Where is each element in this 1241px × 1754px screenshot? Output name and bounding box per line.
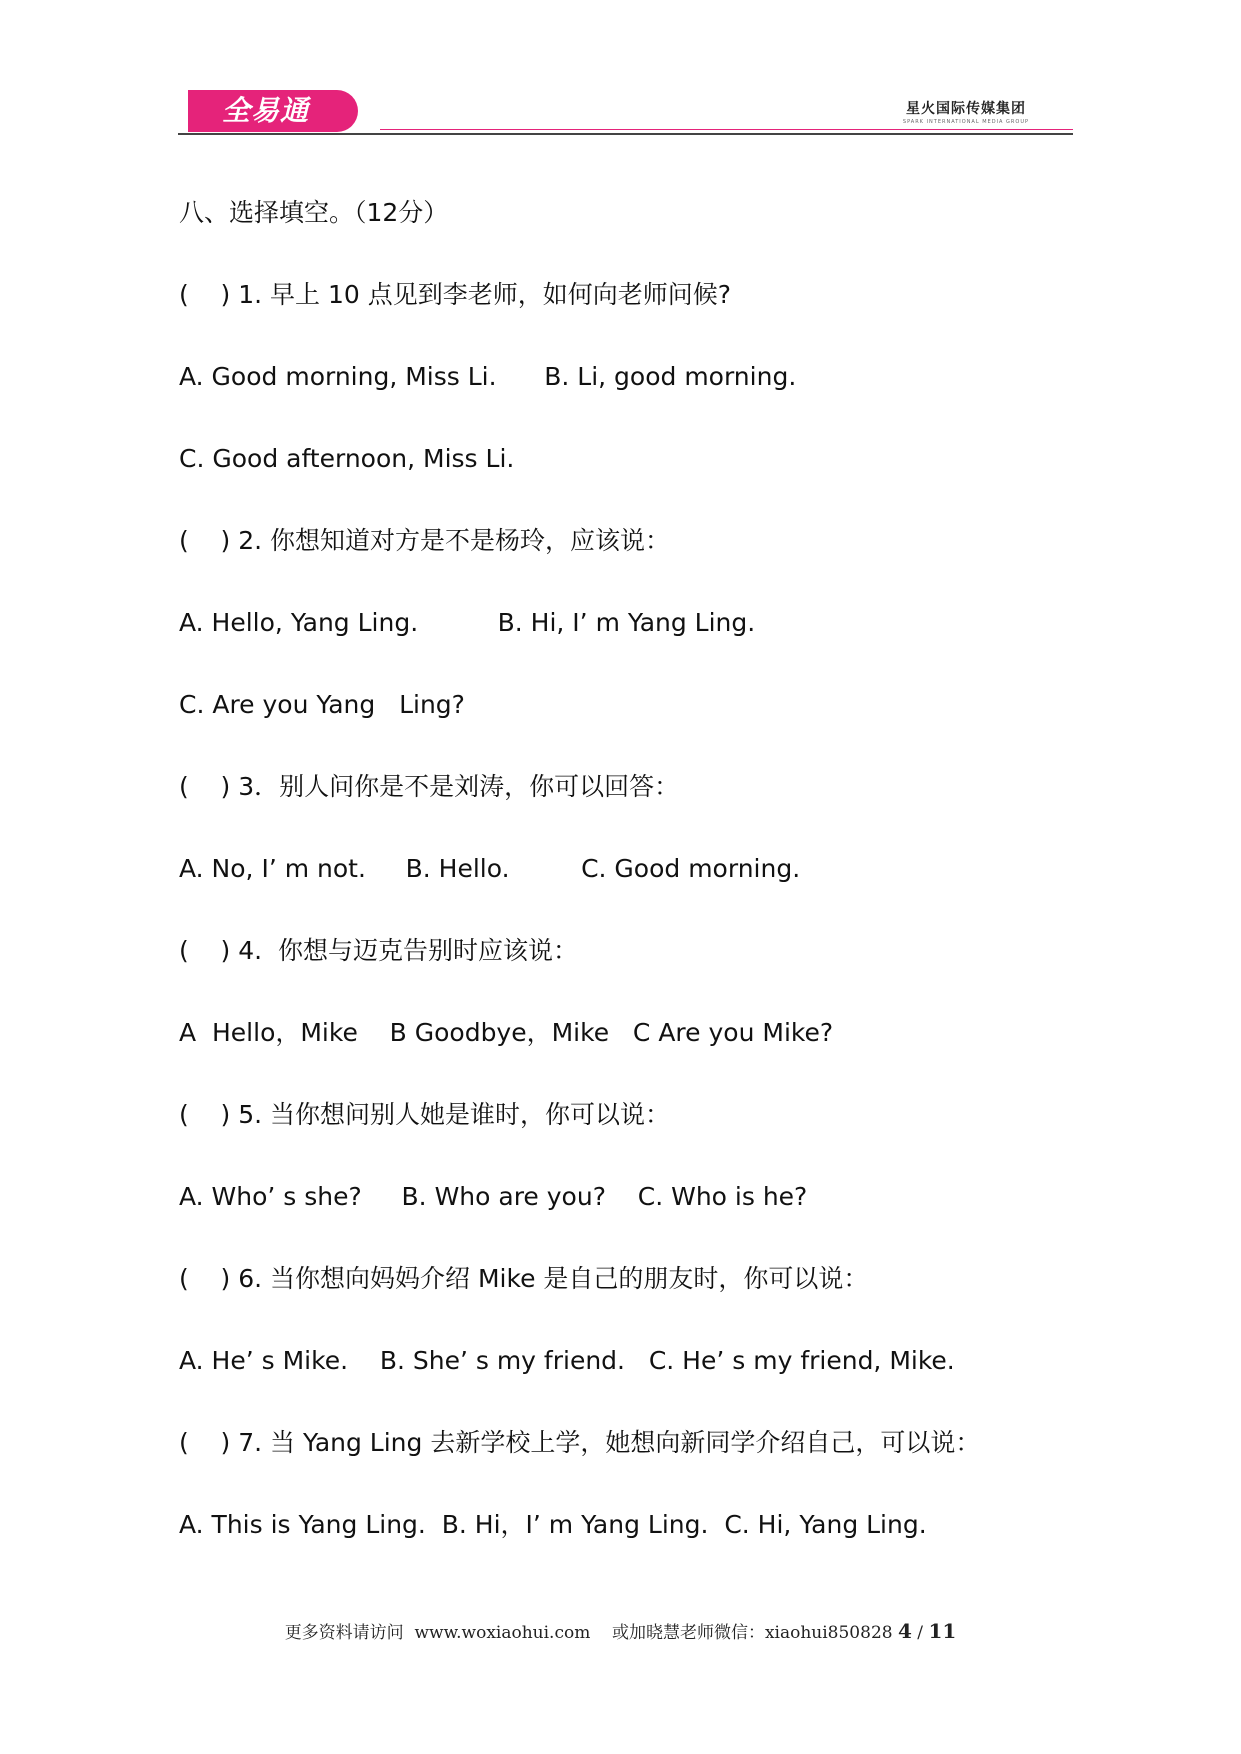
question-2-options-ab: A. Hello, Yang Ling. B. Hi, I’ m Yang Ling. xyxy=(179,608,756,637)
publisher-brand xyxy=(903,98,1029,125)
header-accent-rule xyxy=(380,129,1073,130)
question-6: ( ) 6. 当你想向妈妈介绍 Mike 是自己的朋友时，你可以说： xyxy=(179,1264,869,1293)
question-3: ( ) 3．别人问你是不是刘涛，你可以回答： xyxy=(179,772,680,801)
question-4: ( ) 4. 你想与迈克告别时应该说： xyxy=(179,936,578,965)
question-1-option-c: C. Good afternoon, Miss Li. xyxy=(179,444,515,473)
question-7-options: A. This is Yang Ling. B. Hi，I’ m Yang Ling. C. Hi, Yang Ling. xyxy=(179,1510,927,1539)
question-5: ( ) 5. 当你想问别人她是谁时，你可以说： xyxy=(179,1100,671,1129)
footer-text: 更多资料请访问 www.woxiaohui.com 或加晓慧老师微信：xiaohui850828 xyxy=(284,1623,898,1643)
question-5-options: A. Who’ s she? B. Who are you? C. Who is he? xyxy=(179,1182,808,1211)
question-2: ( ) 2. 你想知道对方是不是杨玲，应该说： xyxy=(179,526,671,555)
page-separator: / xyxy=(911,1623,929,1643)
question-1-options-ab: A. Good morning, Miss Li. B. Li, good morning. xyxy=(179,362,797,391)
page-total: 11 xyxy=(928,1619,957,1643)
question-7: ( ) 7. 当 Yang Ling 去新学校上学，她想向新同学介绍自己，可以说： xyxy=(179,1428,981,1457)
question-4-options: A Hello，Mike B Goodbye，Mike C Are you Mike? xyxy=(179,1018,834,1047)
publisher-name-cn: 星火国际传媒集团 xyxy=(905,101,1026,117)
question-3-options: A. No, I’ m not. B. Hello. C. Good morning. xyxy=(179,854,801,883)
question-1: ( ) 1. 早上 10 点见到李老师，如何向老师问候? xyxy=(179,280,732,309)
question-6-options: A. He’ s Mike. B. She’ s my friend. C. He’ s my friend, Mike. xyxy=(179,1346,955,1375)
question-2-option-c: C. Are you Yang Ling? xyxy=(179,690,465,719)
page-footer xyxy=(0,1618,1241,1643)
section-title: 八、选择填空。（12分） xyxy=(179,198,449,227)
exercise-content xyxy=(179,183,1079,1577)
page-number: 4 xyxy=(897,1619,912,1643)
header-rule xyxy=(178,133,1073,135)
publisher-name-en: SPARK INTERNATIONAL MEDIA GROUP xyxy=(902,119,1029,125)
brand-logo: 全易通 xyxy=(188,90,358,132)
